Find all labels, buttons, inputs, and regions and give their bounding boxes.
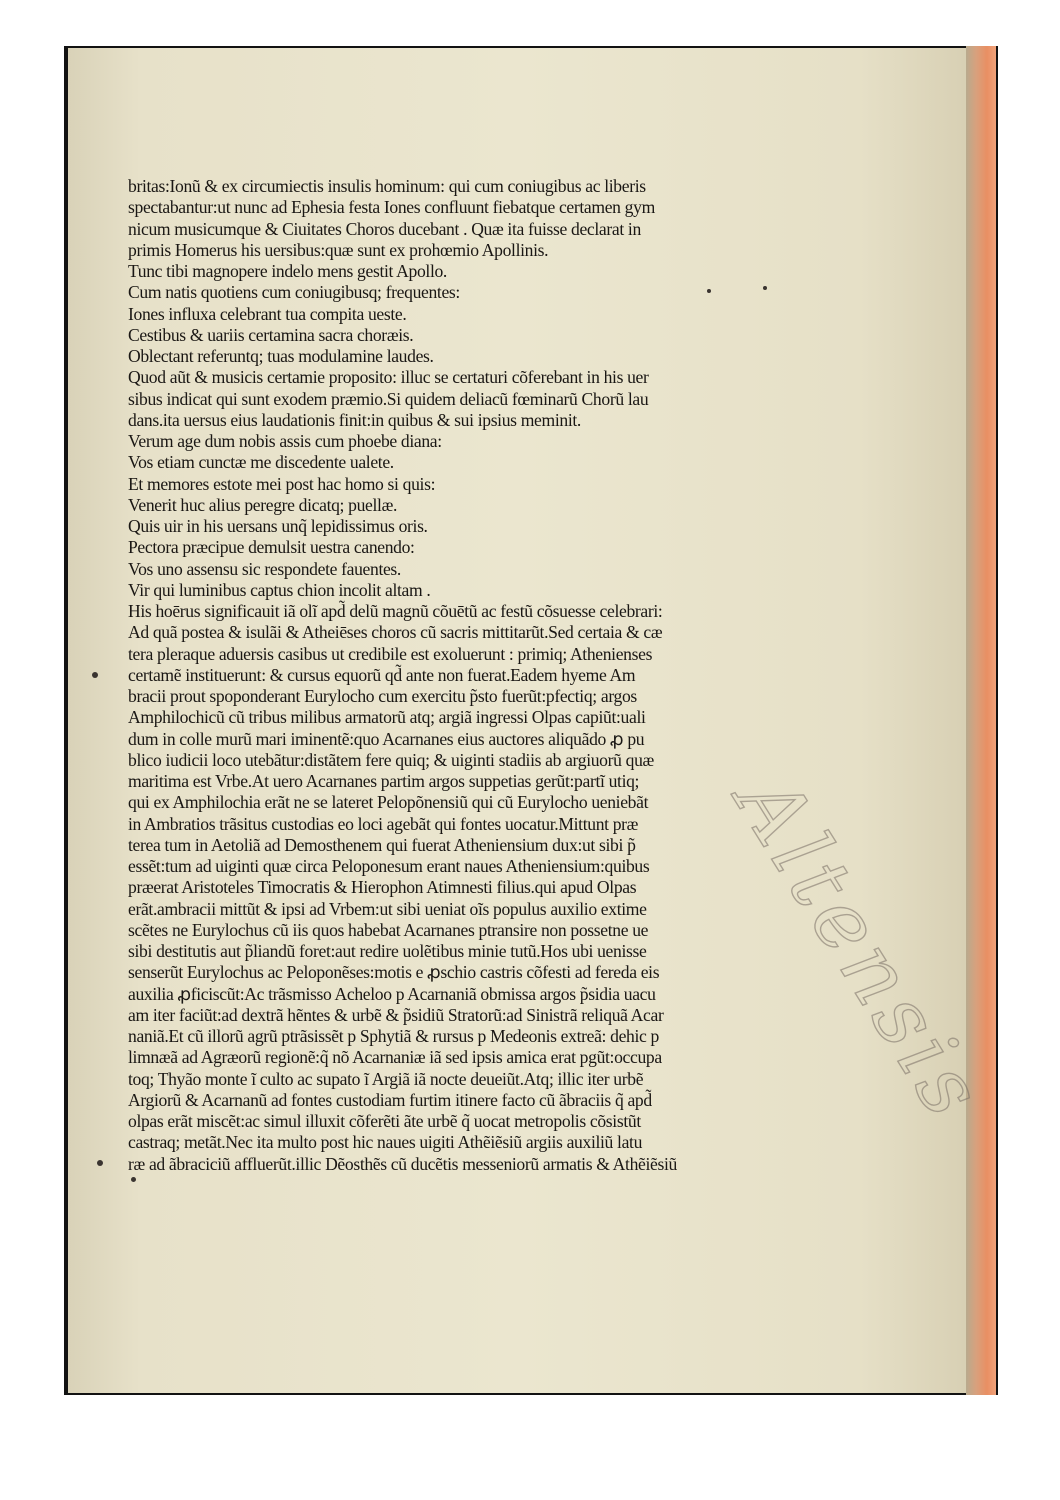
text-line: qui ex Amphilochia erãt ne se lateret Pelopõnensiũ qui cũ Eurylocho ueniebãt <box>128 792 649 813</box>
text-line: auxilia ꝓficiscũt:Ac trãsmisso Acheloo p Acarnaniã obmissa argos p̃sidia uacu <box>128 983 656 1004</box>
text-line: primis Homerus his uersibus:quæ sunt ex prohœmio Apollinis. <box>128 239 549 260</box>
text-line: britas:Ionũ & ex circumiectis insulis hominum: qui cum coniugibus ac liberis <box>128 176 646 196</box>
text-line: naniã.Et cũ illorũ agrũ ptrãsissẽt p Sphytiã & rursus p Medeonis extreã: dehic p <box>128 1026 659 1046</box>
text-line: limnæã ad Agræorũ regionẽ:q̃ nõ Acarnaniæ iã sed ipsis amica erat pgũt:occupa <box>128 1047 662 1068</box>
text-line: Ad quã postea & isulãi & Atheiēses choros cũ sacris mittitarũt.Sed certaia & cæ <box>128 622 663 643</box>
text-line: dans.ita uersus eius laudationis finit:in quibus & sui ipsius meminit. <box>128 409 581 430</box>
text-line: Vos etiam cunctæ me discedente ualete. <box>128 452 394 473</box>
text-line: Venerit huc alius peregre dicatq; puellæ. <box>128 494 398 515</box>
text-line: Vos uno assensu sic respondete fauentes. <box>128 558 401 579</box>
text-line: Cum natis quotiens cum coniugibusq; frequentes: <box>128 282 460 303</box>
text-line: præerat Aristoteles Timocratis & Hierophon Atimnesti filius.qui apud Olpas <box>128 877 637 898</box>
text-line: Quis uir in his uersans unq̃ lepidissimus oris. <box>128 516 428 536</box>
text-line: Oblectant referuntq; tuas modulamine laudes. <box>128 346 434 366</box>
text-line: spectabantur:ut nunc ad Ephesia festa Iones confluunt fiebatque certamen gym <box>128 197 655 218</box>
text-line: am iter faciũt:ad dextrã hẽntes & urbẽ & p̃sidiũ Stratorũ:ad Sinistrã reliquã Acar <box>128 1004 664 1025</box>
text-block <box>128 176 768 1175</box>
text-line: Verum age dum nobis assis cum phoebe diana: <box>128 431 442 451</box>
text-line: toq; Thyão monte ĩ culto ac supato ĩ Argiã iã nocte deueiũt.Atq; illic iter urbẽ <box>128 1068 644 1089</box>
text-line: blico iudicii loco utebãtur:distãtem fere quiq; & uiginti stadiis ab argiuorũ quæ <box>128 749 654 770</box>
text-line: sibus indicat qui sunt exodem præmio.Si quidem deliacũ fœminarũ Chorũ lau <box>128 388 649 409</box>
text-line: castraq; metãt.Nec ita multo post hic naues uigiti Athẽiẽsiũ argiis auxiliũ latu <box>128 1132 643 1153</box>
text-line: maritima est Vrbe.At uero Acarnanes partim argos suppetias gerũt:partĩ utiq; <box>128 771 640 791</box>
text-line: senserũt Eurylochus ac Peloponẽses:motis e ꝓschio castris cõfesti ad fereda eis <box>128 962 660 983</box>
text-line: Iones influxa celebrant tua compita ueste. <box>128 303 407 324</box>
text-line: certamẽ instituerunt: & cursus equorũ qd̃ ante non fuerat.Eadem hyeme Am <box>128 664 636 685</box>
text-line: Et memores estote mei post hac homo si quis: <box>128 473 436 494</box>
text-line: in Ambratios trãsitus custodias eo loci agebãt qui fontes uocatur.Mittunt præ <box>128 813 639 834</box>
text-line: bracii prout spoponderant Eurylocho cum exercitu p̃sto fuerũt:pfectiq; argos <box>128 686 637 706</box>
margin-dot <box>707 289 711 293</box>
margin-dot <box>131 1177 136 1182</box>
text-line: dum in colle murũ mari iminentẽ:quo Acarnanes eius auctores aliquãdo ꝓ pu <box>128 728 645 749</box>
text-line: ræ ad ãbraciciũ affluerũt.illic Dẽosthẽs cũ ducẽtis messeniorũ armatis & Athẽiẽsiũ <box>128 1153 677 1174</box>
text-line: Pectora præcipue demulsit uestra canendo: <box>128 537 415 558</box>
text-line: tera pleraque aduersis casibus ut credibile est exoluerunt : primiq; Athenienses <box>128 643 653 664</box>
text-line: Argiorũ & Acarnanũ ad fontes custodiam furtim itinere facto cũ ãbraciis q̃ apd̃ <box>128 1089 652 1110</box>
text-line: Vir qui luminibus captus chion incolit altam . <box>128 579 431 600</box>
text-line: essẽt:tum ad uiginti quæ circa Peloponesum erant naues Atheniensium:quibus <box>128 856 650 876</box>
text-line: erãt.ambracii mittũt & ipsi ad Vrbem:ut sibi ueniat oĩs populus auxilio extime <box>128 898 647 919</box>
margin-dot <box>763 286 767 290</box>
text-line: olpas erãt miscẽt:ac simul illuxit cõferẽti ãte urbẽ q̃ uocat metropolis cõsistũt <box>128 1111 641 1131</box>
text-line: Amphilochicũ cũ tribus milibus armatorũ atq; argiã ingressi Olpas capiũt:uali <box>128 707 646 728</box>
margin-dot <box>92 672 98 678</box>
margin-dot <box>97 1160 103 1166</box>
text-line: sibi destitutis aut p̃liandũ foret:aut redire uolẽtibus minie tutũ.Hos ubi uenisse <box>128 941 647 961</box>
text-line: scẽtes ne Eurylochus cũ iis quos habebat Acarnanes ptransire non possetne ue <box>128 919 649 940</box>
text-line: Quod aũt & musicis certamie proposito: illuc se certaturi cõferebant in his uer <box>128 367 649 388</box>
page-edge <box>966 46 996 1395</box>
text-line: terea tum in Aetoliã ad Demosthenem qui fuerat Atheniensium dux:ut sibi p̃ <box>128 834 636 855</box>
text-line: nicum musicumque & Ciuitates Choros ducebant . Quæ ita fuisse declarat in <box>128 218 641 239</box>
text-line: Cestibus & uariis certamina sacra choræis. <box>128 324 414 345</box>
text-line: Tunc tibi magnopere indelo mens gestit Apollo. <box>128 261 447 281</box>
text-line: His hoērus significauit iã olĩ apd̃ delũ magnũ cõuētũ ac festũ cõsuesse celebrari: <box>128 601 663 621</box>
